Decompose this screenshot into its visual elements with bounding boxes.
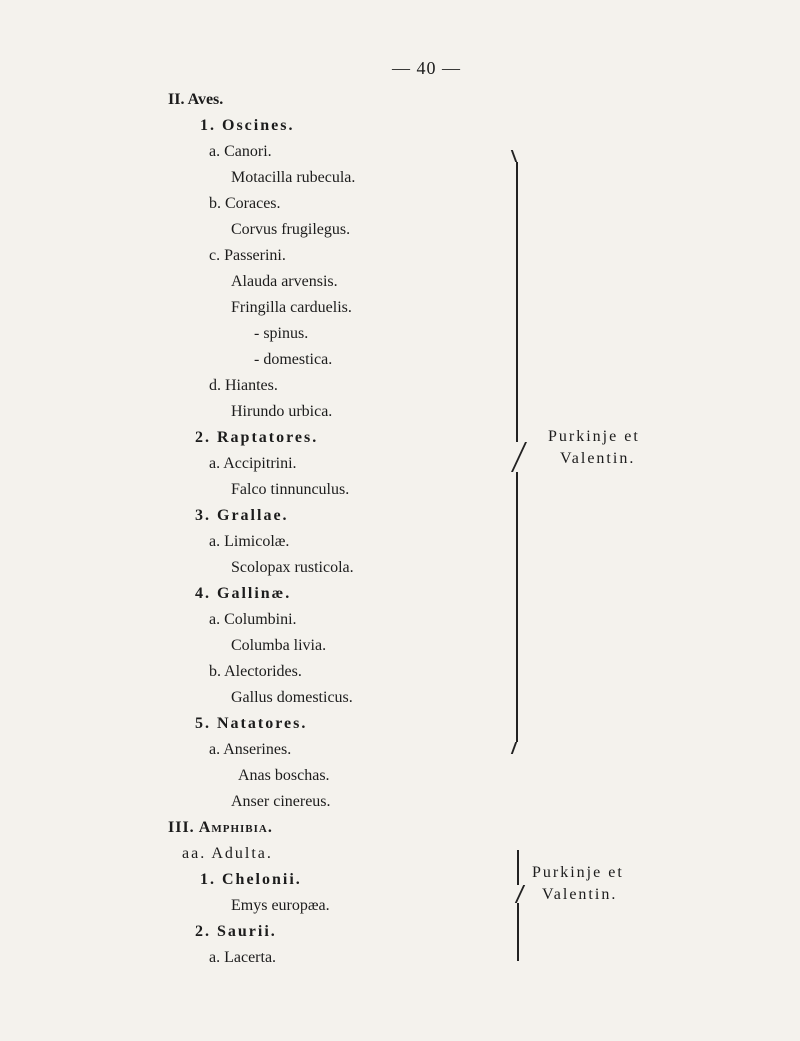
entry-line: Falco tinnunculus. <box>231 481 350 498</box>
brace-2-middle-point <box>515 885 525 903</box>
entry-line: Alauda arvensis. <box>231 273 338 290</box>
entry-line: b. Alectorides. <box>209 663 302 680</box>
brace-2-lower-bar <box>517 903 519 961</box>
note-1-line1: Purkinje et <box>548 428 640 445</box>
entry-line: a. Canori. <box>209 143 272 160</box>
entry-line: 4. Gallinæ. <box>195 585 292 602</box>
entry-line: 1. Chelonii. <box>200 871 302 888</box>
brace-1-top-curve <box>511 150 517 162</box>
entry-line: II. Aves. <box>168 91 224 108</box>
note-2-line1: Purkinje et <box>532 864 624 881</box>
entry-line: Scolopax rusticola. <box>231 559 354 576</box>
entry-line: Motacilla rubecula. <box>231 169 356 186</box>
entry-line: - spinus. <box>254 325 309 342</box>
entry-line: Columba livia. <box>231 637 327 654</box>
entry-line: Hirundo urbica. <box>231 403 333 420</box>
entry-line: Anas boschas. <box>238 767 330 784</box>
entry-line: aa. Adulta. <box>182 845 273 862</box>
entry-line: 3. Grallae. <box>195 507 289 524</box>
entry-line: a. Lacerta. <box>209 949 277 966</box>
entry-line: Corvus frugilegus. <box>231 221 351 238</box>
entry-line: a. Accipitrini. <box>209 455 297 472</box>
entry-line: 2. Saurii. <box>195 923 277 940</box>
brace-1-bottom-curve <box>511 742 517 754</box>
entry-line: a. Columbini. <box>209 611 297 628</box>
entry-line: Anser cinereus. <box>231 793 331 810</box>
entry-line: d. Hiantes. <box>209 377 278 394</box>
entry-line: III. Amphibia. <box>168 819 273 836</box>
entry-line: 1. Oscines. <box>200 117 295 134</box>
note-2 <box>532 862 624 906</box>
entry-line: b. Coraces. <box>209 195 281 212</box>
page-number: — 40 — <box>392 58 461 78</box>
note-1 <box>548 426 640 470</box>
brace-1-upper-bar <box>516 162 518 442</box>
entry-line: Fringilla carduelis. <box>231 299 352 316</box>
entry-line: a. Limicolæ. <box>209 533 290 550</box>
entry-line: Gallus domesticus. <box>231 689 353 706</box>
brace-1-lower-bar <box>516 472 518 742</box>
entry-line: a. Anserines. <box>209 741 292 758</box>
brace-1-middle-point <box>511 442 527 472</box>
brace-2-upper-bar <box>517 850 519 885</box>
entry-line: Emys europæa. <box>231 897 330 914</box>
entry-line: 2. Raptatores. <box>195 429 319 446</box>
entry-line: - domestica. <box>254 351 333 368</box>
entry-line: c. Passerini. <box>209 247 286 264</box>
note-1-line2: Valentin. <box>560 450 636 467</box>
note-2-line2: Valentin. <box>542 886 618 903</box>
entry-line: 5. Natatores. <box>195 715 308 732</box>
